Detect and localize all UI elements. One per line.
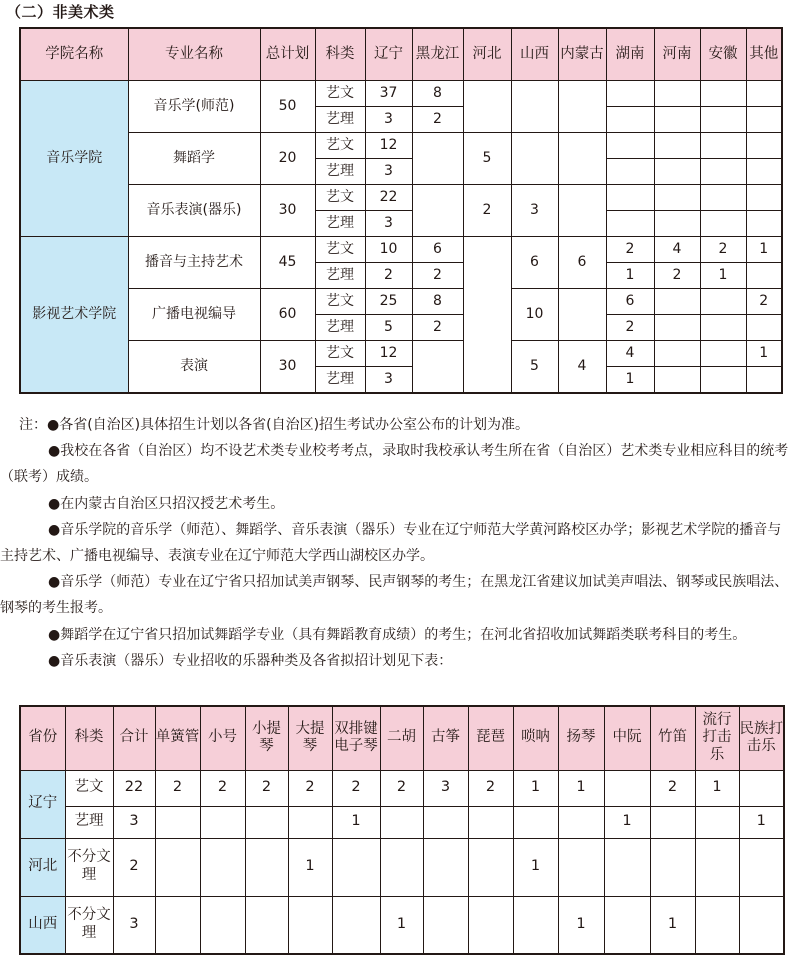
kelei-cell: 艺理 xyxy=(315,315,365,341)
table-cell xyxy=(245,896,288,954)
kelei-cell: 艺文 xyxy=(315,237,365,263)
major-name: 广播电视编导 xyxy=(128,289,260,341)
kelei-cell: 艺文 xyxy=(315,341,365,367)
table-cell: 3 xyxy=(423,770,468,806)
table-cell: 2 xyxy=(654,263,700,289)
note-paragraph: 注：●各省(自治区)具体招生计划以各省(自治区)招生考试办公室公布的计划为准。 xyxy=(19,417,530,433)
table-cell xyxy=(200,896,245,954)
table-row xyxy=(20,896,784,954)
table-cell xyxy=(746,133,782,159)
table-cell xyxy=(423,838,468,896)
table-cell xyxy=(746,107,782,133)
table-cell: 2 xyxy=(200,770,245,806)
table-cell: 2 xyxy=(746,289,782,315)
table-cell: 10 xyxy=(511,289,558,341)
note-paragraph: ●音乐学院的音乐学（师范）、舞蹈学、音乐表演（器乐）专业在辽宁师范大学黄河路校区办学；影视艺术学院的播音与主持艺术、广播电视编导、表演专业在辽宁师范大学西山湖校区办学。 xyxy=(0,521,782,565)
table-cell: 1 xyxy=(332,806,380,838)
column-header: 小提琴 xyxy=(245,706,288,770)
table-cell xyxy=(200,838,245,896)
kelei-cell: 艺文 xyxy=(315,81,365,107)
major-total: 20 xyxy=(260,133,315,185)
notes-section xyxy=(0,412,792,674)
table-cell xyxy=(746,185,782,211)
table-cell xyxy=(511,81,558,133)
table-row xyxy=(20,341,782,367)
table-cell xyxy=(288,806,332,838)
table-cell xyxy=(412,133,463,185)
table-cell xyxy=(423,806,468,838)
table-cell xyxy=(513,896,558,954)
table-cell xyxy=(245,838,288,896)
table-cell xyxy=(606,185,654,211)
table-cell: 1 xyxy=(650,896,695,954)
column-header: 扬琴 xyxy=(558,706,604,770)
table-cell xyxy=(245,806,288,838)
table-cell xyxy=(558,185,606,237)
table-cell xyxy=(463,81,511,133)
note-paragraph: ●音乐表演（器乐）专业招收的乐器种类及各省拟招计划见下表： xyxy=(48,652,453,669)
kelei-cell: 艺理 xyxy=(315,159,365,185)
table-cell: 1 xyxy=(513,770,558,806)
table-cell: 1 xyxy=(513,838,558,896)
table-row xyxy=(20,289,782,315)
table-cell xyxy=(650,806,695,838)
table-row xyxy=(20,237,782,263)
table-cell: 1 xyxy=(604,806,650,838)
table-cell: 2 xyxy=(412,315,463,341)
note-paragraph: ●在内蒙古自治区只招汉授艺术考生。 xyxy=(48,495,285,512)
table-cell: 4 xyxy=(558,341,606,394)
column-header: 双排键电子琴 xyxy=(332,706,380,770)
kelei-cell: 艺理 xyxy=(315,263,365,289)
table-cell: 2 xyxy=(380,770,423,806)
kelei-cell: 艺理 xyxy=(65,806,113,838)
major-name: 音乐学(师范) xyxy=(128,81,260,133)
table-cell xyxy=(700,185,746,211)
table-cell xyxy=(739,770,784,806)
table-cell: 1 xyxy=(739,806,784,838)
table-header-row xyxy=(20,28,782,81)
kelei-cell: 不分文理 xyxy=(65,838,113,896)
table-cell: 3 xyxy=(365,159,412,185)
table-cell: 2 xyxy=(288,770,332,806)
table-cell xyxy=(412,185,463,237)
column-header: 民族打击乐 xyxy=(739,706,784,770)
table-cell: 2 xyxy=(245,770,288,806)
column-header: 黑龙江 xyxy=(412,28,463,81)
column-header: 流行打击乐 xyxy=(695,706,739,770)
table-row xyxy=(20,838,784,896)
column-header: 山西 xyxy=(511,28,558,81)
table-row xyxy=(20,133,782,159)
column-header: 琵琶 xyxy=(468,706,513,770)
college-name: 影视艺术学院 xyxy=(20,237,128,394)
table-cell xyxy=(606,159,654,185)
kelei-cell: 不分文理 xyxy=(65,896,113,954)
column-header: 湖南 xyxy=(606,28,654,81)
table-cell: 1 xyxy=(695,770,739,806)
table-cell: 2 xyxy=(650,770,695,806)
kelei-cell: 艺理 xyxy=(315,367,365,394)
table-cell xyxy=(606,81,654,107)
table-cell xyxy=(513,806,558,838)
table-cell: 37 xyxy=(365,81,412,107)
table-cell xyxy=(654,185,700,211)
table-cell: 6 xyxy=(511,237,558,289)
note-paragraph: ●音乐学（师范）专业在辽宁省只招加试美声钢琴、民声钢琴的考生；在黑龙江省建议加试美声唱法、钢琴或民族唱法、钢琴的考生报考。 xyxy=(0,574,789,617)
major-total: 30 xyxy=(260,185,315,237)
table-cell xyxy=(654,81,700,107)
table-cell xyxy=(700,289,746,315)
note-paragraph: ●我校在各省（自治区）均不设艺术类专业校考考点，录取时我校承认考生所在省（自治区）艺术类专业相应科目的统考（联考）成绩。 xyxy=(0,443,789,486)
table-cell: 2 xyxy=(113,838,155,896)
table-cell xyxy=(746,81,782,107)
table-cell xyxy=(558,806,604,838)
major-name: 舞蹈学 xyxy=(128,133,260,185)
table-cell: 3 xyxy=(113,806,155,838)
table-cell: 3 xyxy=(113,896,155,954)
table-cell xyxy=(654,211,700,237)
table-cell xyxy=(650,838,695,896)
table-cell xyxy=(604,838,650,896)
kelei-cell: 艺文 xyxy=(65,770,113,806)
column-header: 古筝 xyxy=(423,706,468,770)
table-cell: 8 xyxy=(412,81,463,107)
table-cell xyxy=(511,133,558,185)
table-cell: 1 xyxy=(558,896,604,954)
table-cell xyxy=(155,806,200,838)
table-cell xyxy=(155,838,200,896)
table-cell: 2 xyxy=(155,770,200,806)
column-header: 大提琴 xyxy=(288,706,332,770)
table-cell xyxy=(654,159,700,185)
column-header: 内蒙古 xyxy=(558,28,606,81)
table-cell: 25 xyxy=(365,289,412,315)
column-header: 科类 xyxy=(315,28,365,81)
column-header: 中阮 xyxy=(604,706,650,770)
table-cell xyxy=(654,341,700,367)
table-cell xyxy=(746,211,782,237)
column-header: 竹笛 xyxy=(650,706,695,770)
table-cell: 12 xyxy=(365,341,412,367)
section-title: （二）非美术类 xyxy=(6,3,115,21)
table-cell xyxy=(739,838,784,896)
table-cell xyxy=(695,896,739,954)
table-cell xyxy=(700,315,746,341)
kelei-cell: 艺理 xyxy=(315,107,365,133)
province-name: 山西 xyxy=(20,896,65,954)
column-header: 单簧管 xyxy=(155,706,200,770)
table-cell: 6 xyxy=(412,237,463,263)
table-cell: 2 xyxy=(412,107,463,133)
table-cell xyxy=(606,133,654,159)
province-name: 辽宁 xyxy=(20,770,65,838)
table-cell xyxy=(558,289,606,341)
table-cell xyxy=(700,211,746,237)
table-cell xyxy=(423,896,468,954)
table-cell: 5 xyxy=(365,315,412,341)
table-cell: 4 xyxy=(606,341,654,367)
table-cell: 12 xyxy=(365,133,412,159)
table-cell xyxy=(412,341,463,394)
table-cell xyxy=(746,315,782,341)
column-header: 河南 xyxy=(654,28,700,81)
non-art-plan-table xyxy=(19,27,783,394)
table-cell xyxy=(332,838,380,896)
column-header: 其他 xyxy=(746,28,782,81)
table-cell xyxy=(654,107,700,133)
major-total: 60 xyxy=(260,289,315,341)
major-total: 50 xyxy=(260,81,315,133)
major-name: 表演 xyxy=(128,341,260,394)
table-cell xyxy=(332,896,380,954)
kelei-cell: 艺文 xyxy=(315,133,365,159)
table-cell: 1 xyxy=(606,367,654,394)
table-cell xyxy=(700,81,746,107)
table-cell xyxy=(695,838,739,896)
table-cell: 6 xyxy=(558,237,606,289)
kelei-cell: 艺文 xyxy=(315,185,365,211)
column-header: 科类 xyxy=(65,706,113,770)
table-cell xyxy=(468,896,513,954)
table-cell xyxy=(558,838,604,896)
table-cell: 6 xyxy=(606,289,654,315)
table-cell xyxy=(654,133,700,159)
table-cell xyxy=(606,211,654,237)
table-cell xyxy=(558,81,606,133)
major-total: 45 xyxy=(260,237,315,289)
table-cell: 2 xyxy=(463,185,511,237)
table-cell: 1 xyxy=(288,838,332,896)
table-cell: 4 xyxy=(654,237,700,263)
table-cell: 3 xyxy=(365,367,412,394)
table-cell xyxy=(463,237,511,394)
table-cell: 3 xyxy=(365,211,412,237)
table-cell: 22 xyxy=(365,185,412,211)
table-cell xyxy=(380,838,423,896)
table-cell: 1 xyxy=(606,263,654,289)
column-header: 河北 xyxy=(463,28,511,81)
column-header: 学院名称 xyxy=(20,28,128,81)
table-cell: 8 xyxy=(412,289,463,315)
table-cell: 1 xyxy=(700,263,746,289)
table-cell xyxy=(700,159,746,185)
table-cell: 2 xyxy=(606,315,654,341)
table-cell xyxy=(746,263,782,289)
table-cell: 1 xyxy=(380,896,423,954)
table-cell xyxy=(468,838,513,896)
table-cell xyxy=(739,896,784,954)
table-row xyxy=(20,81,782,107)
province-name: 河北 xyxy=(20,838,65,896)
table-cell xyxy=(155,896,200,954)
table-cell: 22 xyxy=(113,770,155,806)
table-cell: 3 xyxy=(365,107,412,133)
table-cell xyxy=(606,107,654,133)
column-header: 安徽 xyxy=(700,28,746,81)
table-cell xyxy=(200,806,245,838)
table-cell: 2 xyxy=(332,770,380,806)
column-header: 辽宁 xyxy=(365,28,412,81)
table-cell: 10 xyxy=(365,237,412,263)
table-row xyxy=(20,185,782,211)
instrument-plan-table xyxy=(19,705,785,955)
note-paragraph: ●舞蹈学在辽宁省只招加试舞蹈学专业（具有舞蹈教育成绩）的考生；在河北省招收加试舞蹈类联考科目的考生。 xyxy=(48,626,747,643)
table-cell xyxy=(700,341,746,367)
column-header: 总计划 xyxy=(260,28,315,81)
table-cell xyxy=(654,367,700,394)
table-cell xyxy=(746,367,782,394)
table-cell xyxy=(654,315,700,341)
college-name: 音乐学院 xyxy=(20,81,128,237)
table-cell: 1 xyxy=(746,237,782,263)
major-name: 音乐表演(器乐) xyxy=(128,185,260,237)
column-header: 唢呐 xyxy=(513,706,558,770)
table-cell: 3 xyxy=(511,185,558,237)
table-cell xyxy=(604,896,650,954)
table-cell xyxy=(604,770,650,806)
table-cell: 2 xyxy=(412,263,463,289)
table-cell: 2 xyxy=(700,237,746,263)
table-cell: 1 xyxy=(746,341,782,367)
table-cell: 2 xyxy=(365,263,412,289)
major-total: 30 xyxy=(260,341,315,394)
table-cell: 2 xyxy=(606,237,654,263)
table-cell xyxy=(654,289,700,315)
column-header: 合计 xyxy=(113,706,155,770)
table-cell: 5 xyxy=(463,133,511,185)
kelei-cell: 艺文 xyxy=(315,289,365,315)
column-header: 专业名称 xyxy=(128,28,260,81)
table-cell xyxy=(700,133,746,159)
table-row xyxy=(20,770,784,806)
column-header: 小号 xyxy=(200,706,245,770)
column-header: 省份 xyxy=(20,706,65,770)
table-cell xyxy=(380,806,423,838)
table-cell xyxy=(695,806,739,838)
column-header: 二胡 xyxy=(380,706,423,770)
table-cell xyxy=(746,159,782,185)
table-cell xyxy=(700,367,746,394)
table-cell: 2 xyxy=(468,770,513,806)
table-cell xyxy=(288,896,332,954)
table-cell xyxy=(558,133,606,185)
table-cell xyxy=(700,107,746,133)
major-name: 播音与主持艺术 xyxy=(128,237,260,289)
table-cell: 5 xyxy=(511,341,558,394)
table-row xyxy=(20,806,784,838)
table-cell: 1 xyxy=(558,770,604,806)
table-cell xyxy=(468,806,513,838)
kelei-cell: 艺理 xyxy=(315,211,365,237)
table-header-row xyxy=(20,706,784,770)
